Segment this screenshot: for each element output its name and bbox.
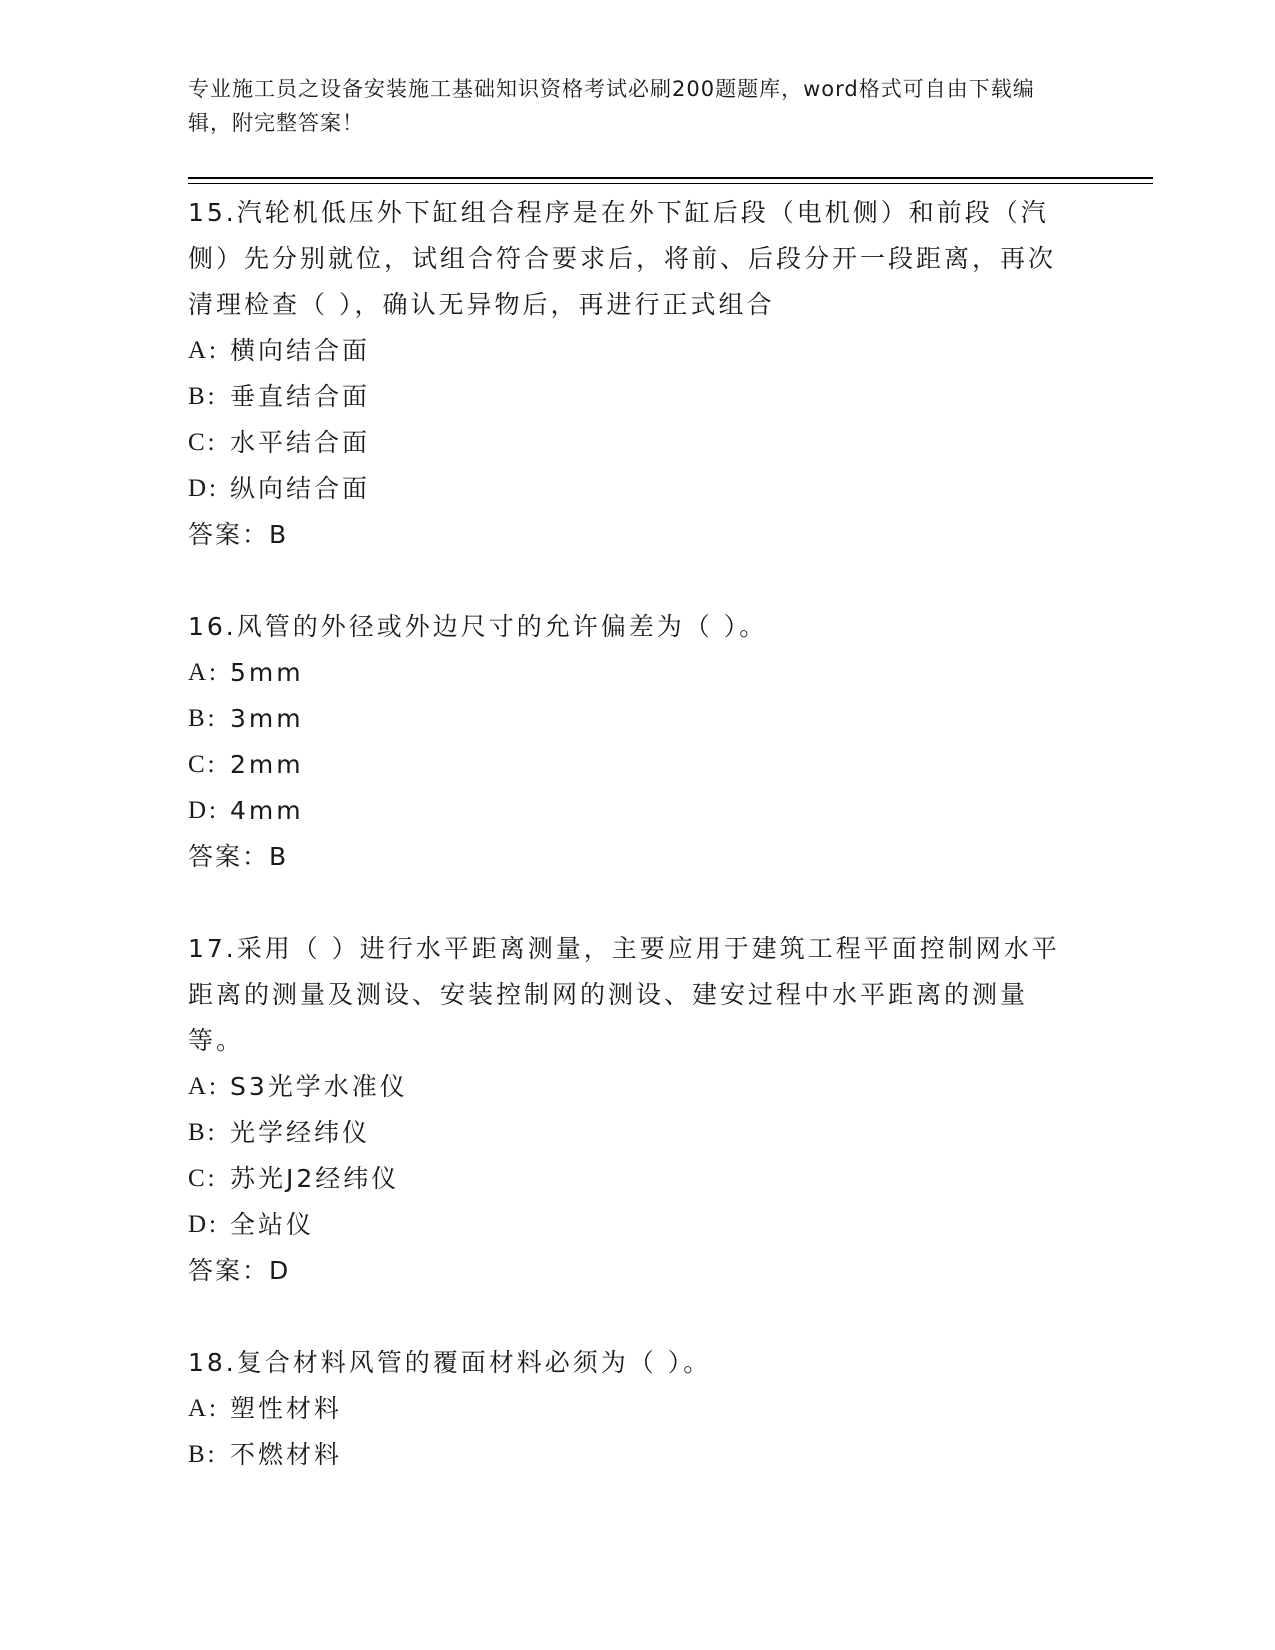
option-b (188, 1110, 1068, 1156)
option-letter: A: (188, 1073, 219, 1100)
option-d (188, 1202, 1068, 1248)
document-header: 专业施工员之设备安装施工基础知识资格考试必刷200题题库，word格式可自由下载编辑，附完整答案！ (188, 77, 1035, 135)
option-letter: C: (188, 429, 218, 456)
option-letter: B: (188, 1119, 218, 1146)
option-letter: C: (188, 1165, 218, 1192)
option-text: 5mm (230, 658, 304, 687)
option-letter: B: (188, 383, 218, 410)
option-letter: C: (188, 751, 218, 778)
option-text: 不燃材料 (230, 1440, 343, 1469)
option-text: 纵向结合面 (230, 474, 371, 503)
option-letter: D: (188, 797, 219, 824)
option-text: 2mm (230, 750, 304, 779)
option-text: 全站仪 (230, 1210, 315, 1239)
option-letter: D: (188, 1211, 219, 1238)
option-text: S3光学水准仪 (230, 1072, 408, 1101)
question-16 (188, 604, 1068, 880)
answer-line: 答案：B (188, 842, 289, 871)
option-c (188, 420, 1068, 466)
option-text: 横向结合面 (230, 336, 371, 365)
option-a (188, 650, 1068, 696)
option-d (188, 788, 1068, 834)
question-stem: 18.复合材料风管的覆面材料必须为（ ）。 (188, 1348, 712, 1377)
option-text: 垂直结合面 (230, 382, 371, 411)
option-a (188, 1386, 1068, 1432)
option-text: 塑性材料 (230, 1394, 343, 1423)
question-15 (188, 190, 1068, 558)
question-stem: 16.风管的外径或外边尺寸的允许偏差为（ ）。 (188, 612, 768, 641)
option-a (188, 328, 1068, 374)
question-18 (188, 1340, 1068, 1478)
option-b (188, 374, 1068, 420)
option-text: 苏光J2经纬仪 (230, 1164, 400, 1193)
option-a (188, 1064, 1068, 1110)
question-stem: 17.采用（ ）进行水平距离测量，主要应用于建筑工程平面控制网水平距离的测量及测设、安装控制网的测设、建安过程中水平距离的测量等。 (188, 934, 1060, 1055)
option-text: 光学经纬仪 (230, 1118, 371, 1147)
option-letter: B: (188, 1441, 218, 1468)
option-text: 3mm (230, 704, 304, 733)
option-text: 4mm (230, 796, 304, 825)
option-b (188, 696, 1068, 742)
option-c (188, 742, 1068, 788)
option-letter: A: (188, 659, 219, 686)
option-b (188, 1432, 1068, 1478)
option-letter: A: (188, 1395, 219, 1422)
option-letter: D: (188, 475, 219, 502)
option-text: 水平结合面 (230, 428, 371, 457)
question-17 (188, 926, 1068, 1294)
question-list (188, 190, 1068, 1524)
header-divider-thick (188, 177, 1153, 179)
question-stem: 15.汽轮机低压外下缸组合程序是在外下缸后段（电机侧）和前段（汽侧）先分别就位，试组合符合要求后，将前、后段分开一段距离，再次清理检查（ ），确认无异物后，再进行正式组合 (188, 198, 1057, 319)
option-c (188, 1156, 1068, 1202)
answer-line: 答案：D (188, 1256, 291, 1285)
answer-line: 答案：B (188, 520, 289, 549)
header-divider-thin (188, 183, 1153, 184)
option-letter: A: (188, 337, 219, 364)
option-d (188, 466, 1068, 512)
option-letter: B: (188, 705, 218, 732)
